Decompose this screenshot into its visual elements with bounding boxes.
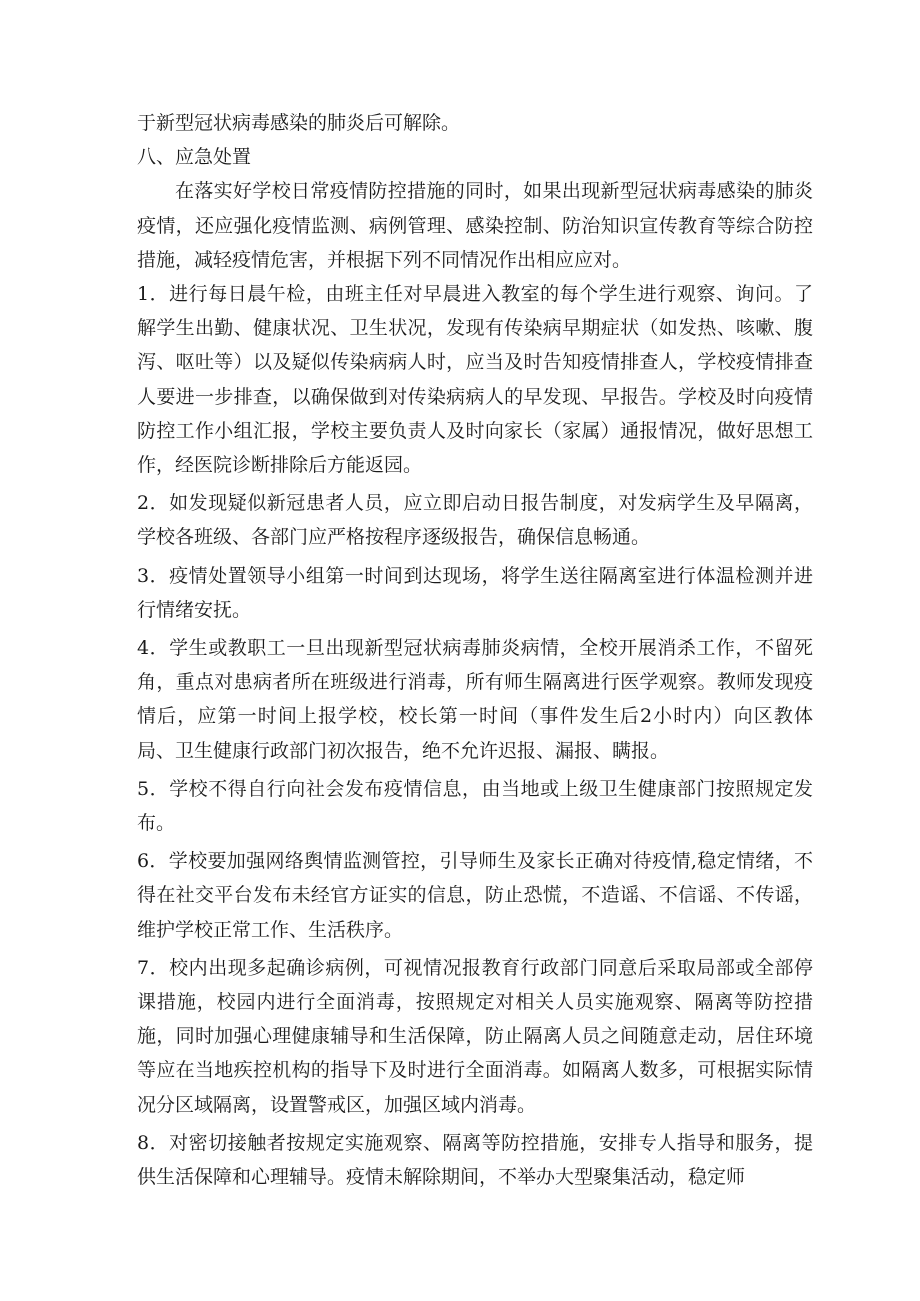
list-item-3: 3．疫情处置领导小组第一时间到达现场，将学生送往隔离室进行体温检测并进行情绪安抚。 bbox=[137, 564, 813, 621]
list-item-5: 5．学校不得自行向社会发布疫情信息，由当地或上级卫生健康部门按照规定发布。 bbox=[137, 777, 813, 835]
list-item-2: 2．如发现疑似新冠患者人员，应立即启动日报告制度，对发病学生及早隔离，学校各班级、各部门应严格按程序逐级报告，确保信息畅通。 bbox=[137, 492, 813, 549]
list-item-1: 1．进行每日晨午检，由班主任对早晨进入教室的每个学生进行观察、询问。了解学生出勤、健康状况、卫生状况，发现有传染病早期症状（如发热、咳嗽、腹泻、呕吐等）以及疑似传染病病人时，应当及时告知疫情排查人，学校疫情排查人要进一步排查，以确保做到对传染病病人的早发现、早报告。学校及时向疫情防控工作小组汇报，学校主要负责人及时向家长（家属）通报情况，做好思想工作，经医院诊断排除后方能返园。 bbox=[137, 283, 813, 477]
section-heading: 八、应急处置 bbox=[137, 146, 252, 169]
list-item-7: 7．校内出现多起确诊病例，可视情况报教育行政部门同意后采取局部或全部停课措施，校园内进行全面消毒，按照规定对相关人员实施观察、隔离等防控措施，同时加强心理健康辅导和生活保障，防止隔离人员之间随意走动，居住环境等应在当地疾控机构的指导下及时进行全面消毒。如隔离人数多，可根据实际情况分区域隔离，设置警戒区，加强区域内消毒。 bbox=[137, 956, 813, 1116]
list-item-8: 8．对密切接触者按规定实施观察、隔离等防控措施，安排专人指导和服务，提供生活保障和心理辅导。疫情未解除期间，不举办大型聚集活动，稳定师 bbox=[137, 1131, 813, 1189]
intro-paragraph: 在落实好学校日常疫情防控措施的同时，如果出现新型冠状病毒感染的肺炎疫情，还应强化疫情监测、病例管理、感染控制、防治知识宣传教育等综合防控措施，减轻疫情危害，并根据下列不同情况作出相应应对。 bbox=[137, 180, 813, 271]
continuation-text: 于新型冠状病毒感染的肺炎后可解除。 bbox=[137, 112, 461, 134]
document-page bbox=[137, 106, 813, 1194]
list-item-4: 4．学生或教职工一旦出现新型冠状病毒肺炎病情，全校开展消杀工作，不留死角，重点对患病者所在班级进行消毒，所有师生隔离进行医学观察。教师发现疫情后，应第一时间上报学校，校长第一时间（事件发生后2小时内）向区教体局、卫生健康行政部门初次报告，绝不允许迟报、漏报、瞒报。 bbox=[137, 637, 813, 762]
list-item-6: 6．学校要加强网络舆情监测管控，引导师生及家长正确对待疫情,稳定情绪，不得在社交平台发布未经官方证实的信息，防止恐慌，不造谣、不信谣、不传谣，维护学校正常工作、生活秩序。 bbox=[137, 850, 813, 941]
